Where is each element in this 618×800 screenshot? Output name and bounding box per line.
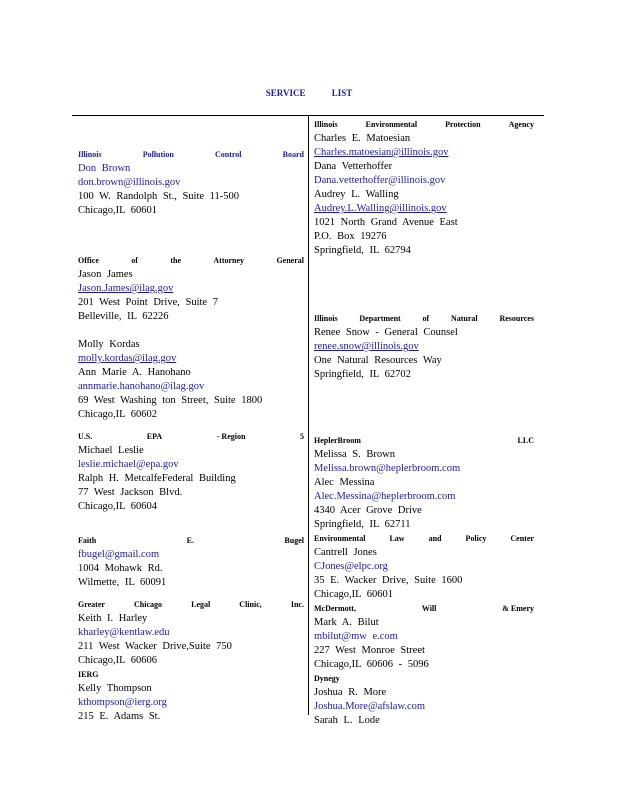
heading-word: Dynegy [314,674,340,683]
contact-line: Renee Snow - General Counsel [314,327,458,338]
heading-word: Policy [465,534,487,543]
contact-line: 69 West Washing ton Street, Suite 1800 [78,395,263,406]
organization-heading [78,254,304,268]
entry-spacer [314,258,534,312]
heading-word: Natural [450,314,478,323]
email-link[interactable]: kharley@kentlaw.edu [78,627,170,638]
service-entry [314,312,534,382]
heading-word: Law [389,534,405,543]
heading-word: Control [214,150,242,159]
service-entry [78,598,304,668]
service-entry [78,668,304,724]
contact-line: Chicago,IL 60606 - 5096 [314,659,429,670]
contact-line: Chicago,IL 60602 [78,409,158,420]
email-link[interactable]: leslie.michael@epa.gov [78,459,179,470]
email-link[interactable]: molly.kordas@ilag.gov [78,353,177,364]
contact-line: Chicago,IL 60606 [78,655,158,666]
contact-line: 77 West Jackson Blvd. [78,487,183,498]
heading-word: LLC [517,436,534,445]
heading-word: Department [359,314,401,323]
heading-word: the [170,256,181,265]
contact-line: Don Brown [78,163,131,174]
heading-word: - Region [216,432,246,441]
entry-spacer [314,382,534,434]
contact-line: Joshua R. More [314,687,387,698]
contact-line: 100 W. Randolph St., Suite 11-500 [78,191,240,202]
heading-word: Resources [499,314,534,323]
contact-line: Michael Leslie [78,445,144,456]
contact-line: Dana Vetterhoffer [314,161,393,172]
page-title: SERVICE LIST [265,88,353,98]
contact-line: 215 E. Adams St. [78,711,161,722]
contact-line: P.O. Box 19276 [314,231,387,242]
service-entry [78,148,304,218]
heading-word: E. [186,536,194,545]
heading-word: Agency [508,120,534,129]
contact-line: One Natural Resources Way [314,355,442,366]
organization-heading [78,148,304,162]
contact-line: Audrey L. Walling [314,189,399,200]
contact-line: Jason James [78,269,133,280]
organization-heading [78,430,304,444]
contact-line: Sarah L. Lode [314,715,380,726]
contact-line: Springfield, IL 62702 [314,369,411,380]
contact-line: 227 West Monroe Street [314,645,425,656]
contact-line: Springfield, IL 62711 [314,519,411,530]
email-link[interactable]: Charles.matoesian@illinois.gov [314,147,449,158]
column-divider [308,115,309,715]
organization-heading [314,118,534,132]
heading-word: U.S. [78,432,93,441]
email-link[interactable]: kthompson@ierg.org [78,697,167,708]
organization-heading [314,434,534,448]
left-column [78,148,304,724]
entry-spacer [78,590,304,598]
service-entry [314,602,534,672]
heading-word: of [422,314,430,323]
heading-word: of [131,256,138,265]
heading-word: Faith [78,536,97,545]
right-column [314,118,534,728]
heading-word: Environmental [365,120,418,129]
contact-line: Kelly Thompson [78,683,152,694]
email-link[interactable]: don.brown@illinois.gov [78,177,181,188]
entry-spacer [78,422,304,430]
blank-line [78,324,304,338]
heading-word: Protection [445,120,481,129]
email-link[interactable]: Audrey.L.Walling@illinois.gov [314,203,447,214]
contact-line: 4340 Acer Grove Drive [314,505,422,516]
contact-line: Wilmette, IL 60091 [78,577,167,588]
heading-word: McDermott, [314,604,356,613]
service-entry [314,118,534,258]
heading-word: Office [78,256,99,265]
email-link[interactable]: Dana.vetterhoffer@illinois.gov [314,175,446,186]
contact-line: 35 E. Wacker Drive, Suite 1600 [314,575,463,586]
heading-word: & Emery [502,604,534,613]
heading-word: Clinic, [239,600,262,609]
organization-heading [314,672,534,686]
email-link[interactable]: Melissa.brown@heplerbroom.com [314,463,461,474]
service-entry [314,672,534,728]
email-link[interactable]: renee.snow@illinois.gov [314,341,419,352]
service-entry [314,532,534,602]
heading-word: Center [510,534,534,543]
contact-line: Chicago,IL 60604 [78,501,158,512]
service-entry [78,430,304,514]
contact-line: 201 West Point Drive, Suite 7 [78,297,218,308]
contact-line: 211 West Wacker Drive,Suite 750 [78,641,232,652]
contact-line: Mark A. Bilut [314,617,379,628]
heading-word: Legal [191,600,211,609]
heading-word: EPA [146,432,163,441]
entry-spacer [78,514,304,534]
heading-word: and [428,534,442,543]
organization-heading [314,532,534,546]
service-entry [78,254,304,422]
heading-word: Illinois [314,314,338,323]
heading-word: Bugel [284,536,304,545]
service-entry [314,434,534,532]
email-link[interactable]: fbugel@gmail.com [78,549,160,560]
organization-heading [314,602,534,616]
organization-heading [314,312,534,326]
heading-word: Inc. [290,600,304,609]
heading-word: Chicago [134,600,163,609]
heading-word: Pollution [142,150,174,159]
contact-line: Ralph H. MetcalfeFederal Building [78,473,236,484]
contact-line: Chicago,IL 60601 [78,205,158,216]
heading-word: Will [421,604,437,613]
email-link[interactable]: Joshua.More@afslaw.com [314,701,426,712]
organization-heading [78,598,304,612]
organization-heading [78,534,304,548]
contact-line: Charles E. Matoesian [314,133,411,144]
heading-word: 5 [300,432,304,441]
contact-line: Belleville, IL 62226 [78,311,169,322]
heading-word: Attorney [213,256,245,265]
heading-word: Environmental [314,534,366,543]
contact-line: Melissa S. Brown [314,449,395,460]
contact-line: 1004 Mohawk Rd. [78,563,163,574]
contact-line: Keith I. Harley [78,613,148,624]
heading-word: IERG [78,670,99,679]
heading-word: Greater [78,600,105,609]
contact-line: Chicago,IL 60601 [314,589,394,600]
contact-line: Molly Kordas [78,339,140,350]
email-link[interactable]: Alec.Messina@heplerbroom.com [314,491,456,502]
entry-spacer [78,218,304,254]
organization-heading [78,668,304,682]
contact-line: 1021 North Grand Avenue East [314,217,458,228]
heading-word: HeplerBroom [314,436,361,445]
email-link[interactable]: Jason.James@ilag.gov [78,283,174,294]
contact-line: Cantrell Jones [314,547,377,558]
heading-word: General [276,256,304,265]
heading-word: Board [282,150,304,159]
email-link[interactable]: mbilut@mw e.com [314,631,398,642]
email-link[interactable]: CJones@elpc.org [314,561,388,572]
contact-line: Springfield, IL 62794 [314,245,411,256]
contact-line: Ann Marie A. Hanohano [78,367,191,378]
contact-line: Alec Messina [314,477,375,488]
heading-word: Illinois [314,120,338,129]
service-entry [78,534,304,590]
email-link[interactable]: annmarie.hanohano@ilag.gov [78,381,205,392]
heading-word: Illinois [78,150,102,159]
